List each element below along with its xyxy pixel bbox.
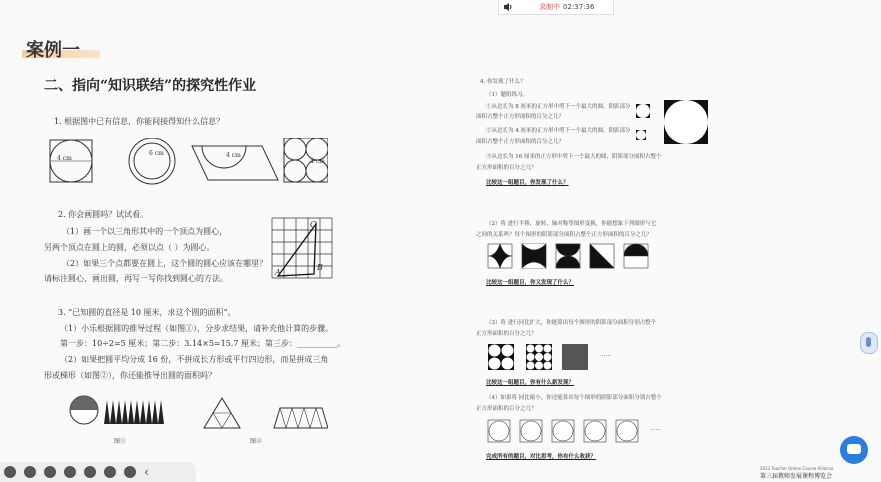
scroll-handle[interactable] — [860, 332, 878, 354]
chat-icon[interactable] — [104, 466, 116, 478]
screenshot-icon[interactable] — [64, 466, 76, 478]
question-3-2: （2）如果把圆平均分成 16 份，不拼成长方形或平行四边形，而是拼成三角 — [60, 355, 329, 364]
fig-1-caption: 图① — [114, 438, 127, 445]
q3-figures — [68, 394, 328, 434]
fig-label-4: 4 cm — [310, 158, 325, 165]
more-icon[interactable] — [124, 466, 136, 478]
part-3-figures — [486, 342, 596, 372]
part-1-figures — [634, 98, 714, 162]
conference-logo: 2023 Teacher Online Course Alliance 第三届教师发展课程博览会 — [760, 466, 834, 480]
part-1-3b: 正方形面积的百分之几？ — [476, 165, 537, 171]
part-4-figures — [486, 418, 646, 444]
compare-3: 比较这一组题目，你有什么新发现？ — [486, 380, 575, 386]
part-1: （1）题组练习。 — [486, 92, 528, 98]
part-2-figures — [486, 242, 656, 272]
grid-label-b: B — [317, 263, 323, 272]
question-1: 1. 根据图中已有信息，你能间接得知什么信息？ — [54, 117, 225, 126]
compare-2: 比较这一组题目，你又发现了什么？ — [486, 280, 575, 286]
fig-label-3: 4 cm — [226, 152, 241, 159]
question-3: 3. “已知圆的直径是 10 厘米，求这个圆的面积”。 — [58, 308, 236, 317]
part-3b: 正方形面积的百分之几？ — [476, 331, 537, 337]
fig-label-2: 6 cm — [149, 150, 164, 157]
record-icon[interactable] — [4, 466, 16, 478]
pen-icon[interactable] — [44, 466, 56, 478]
fig-2-caption: 图② — [250, 438, 263, 445]
question-3-2b: 形或梯形（如图②），你还能推导出圆的面积吗？ — [44, 371, 216, 380]
question-2-2: （2）如果三个点都要在圆上，这个圆的圆心应该在哪里？ — [62, 259, 268, 268]
question-3-1b: 第一步：10÷2=5 厘米；第二步：3.14×5=15.7 厘米；第三步：__________。 — [60, 339, 345, 348]
question-2-1: （1）画一个以三角形其中的一个顶点为圆心， — [62, 227, 228, 236]
recording-bar — [498, 0, 614, 15]
recording-status: 录制中 — [539, 3, 560, 11]
question-2-2b: 请标注圆心，画出圆，再写一写你找到圆心的方法。 — [44, 274, 228, 283]
part-4b: 正方形面积的百分之几？ — [476, 406, 537, 412]
part-2: （2）将 进行平移、旋转、轴对称等图形变换，你能想象下列图形与它 — [486, 221, 657, 227]
part-3: （3）将 进行同比扩大，你能算出每个图形的阴影部分面积分别占整个 — [486, 320, 657, 326]
bottom-toolbar — [0, 462, 196, 482]
question-4: 4. 你发现了什么？ — [480, 79, 526, 85]
compare-4: 完成所有的题目，对比思考，你有什么收获？ — [486, 454, 597, 460]
part-1-2b: 面积占整个正方形面积的百分之几？ — [476, 139, 565, 145]
part-1-3: ③从边长为 16 厘米的正方形中剪下一个最大的圆，阴影部分面积占整个 — [486, 154, 662, 160]
speaker-icon[interactable] — [503, 2, 513, 12]
question-3-1: （1）小乐根据圆的推导过程（如图①），分步求结果，请补充他计算的步骤。 — [60, 324, 334, 333]
question-2: 2. 你会画圆吗？试试看。 — [58, 210, 149, 219]
grid-label-a: A — [275, 268, 281, 277]
fig-label-1: 4 cm — [57, 155, 72, 162]
q1-figures — [48, 138, 328, 186]
chat-bubble-button[interactable] — [840, 436, 868, 464]
play-icon[interactable] — [24, 466, 36, 478]
video-icon[interactable] — [84, 466, 96, 478]
grid-label-c: C — [310, 220, 317, 229]
collapse-icon[interactable]: ‹ — [144, 465, 149, 479]
part-3-ellipsis: …… — [600, 352, 611, 358]
recording-time: 02:37:36 — [563, 3, 595, 11]
part-1-1b: 面积占整个正方形面积的百分之几？ — [476, 114, 565, 120]
part-1-1: ①从边长为 8 厘米的正方形中剪下一个最大的圆，阴影部分 — [486, 104, 631, 110]
compare-1: 比较这一组题目，你发现了什么？ — [486, 180, 569, 186]
part-1-2: ②从边长为 4 厘米的正方形中剪下一个最大的圆，阴影部分 — [486, 128, 631, 134]
question-2-1b: 另两个顶点在圆上的圆，必须以点（ ）为圆心。 — [44, 243, 215, 252]
section-heading: 二、指向“知识联结”的探究性作业 — [44, 78, 257, 94]
part-4-ellipsis: …… — [650, 426, 661, 432]
part-4: （4）如果将 同比缩小，你还能算出每个图形的阴影部分面积分别占整个 — [486, 395, 662, 401]
part-2b: 之间的关系吗？每个图形的阴影部分面积占整个正方形面积的百分之几？ — [476, 232, 653, 238]
page-title: 案例一 — [26, 40, 80, 61]
